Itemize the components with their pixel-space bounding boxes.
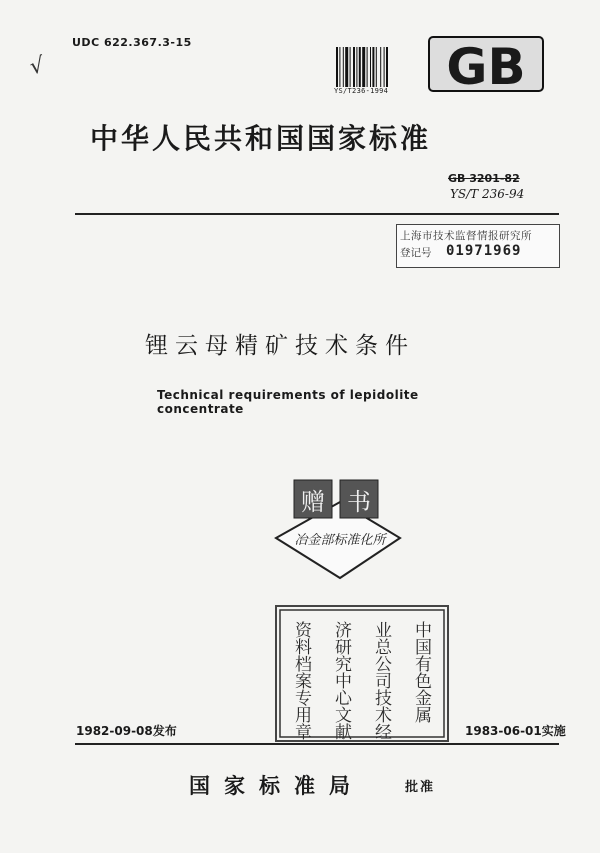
barcode-text: YS/T236-1994: [334, 87, 389, 95]
registration-number: 01971969: [446, 243, 522, 259]
barcode-bar: [384, 47, 385, 87]
barcode-image: [336, 47, 406, 87]
barcode-bar: [343, 47, 344, 87]
barcode-bar: [362, 47, 365, 87]
udc-code: UDC 622.367.3-15: [72, 36, 192, 49]
barcode-bar: [353, 47, 355, 87]
barcode-bar: [339, 47, 340, 87]
registration-stamp-institute: 上海市技术监督情报研究所: [400, 230, 532, 242]
barcode-bar: [370, 47, 371, 87]
barcode-bar: [367, 47, 368, 87]
archive-stamp-col-4: 资料档案专用章: [291, 621, 311, 740]
document-title-english: Technical requirements of lepidolite concentrate: [157, 388, 419, 416]
barcode-bar: [359, 47, 361, 87]
barcode-bar: [380, 47, 381, 87]
barcode-bar: [386, 47, 388, 87]
standard-heading: 中华人民共和国国家标准: [90, 122, 432, 155]
gb-logo: [428, 36, 544, 92]
archive-stamp-col-3: 济研究中心文献: [331, 621, 351, 740]
implementation-date: 1983-06-01实施: [465, 724, 566, 738]
new-standard-number: YS/T 236-94: [450, 187, 525, 201]
library-stamp-text: 冶金部标准化所: [294, 533, 386, 548]
barcode-bar: [356, 47, 357, 87]
library-stamp: [268, 472, 408, 592]
archive-stamp-col-2: 业总公司技术经: [371, 621, 391, 740]
barcode-bar: [350, 47, 351, 87]
publication-date: 1982-09-08发布: [76, 724, 177, 738]
archive-stamp-col-1: 中国有色金属: [411, 621, 431, 723]
barcode-bar: [336, 47, 338, 87]
stamp-char-2: 书: [347, 488, 371, 516]
archive-stamp: [275, 605, 449, 742]
approval-label: 批准: [405, 780, 436, 795]
document-title-chinese: 锂云母精矿技术条件: [145, 333, 415, 359]
stamp-char-1: 赠: [301, 488, 325, 516]
top-rule: [75, 213, 559, 215]
barcode-bar: [345, 47, 348, 87]
barcode-bar: [372, 47, 374, 87]
bottom-rule: [75, 743, 559, 745]
barcode-bar: [376, 47, 377, 87]
gb-logo-text: GB: [446, 38, 526, 92]
issuing-authority: 国家标准局: [189, 773, 364, 798]
old-standard-number: GB 3201-82: [448, 172, 520, 185]
check-mark: √: [27, 52, 47, 81]
registration-stamp-label: 登记号: [400, 247, 432, 259]
